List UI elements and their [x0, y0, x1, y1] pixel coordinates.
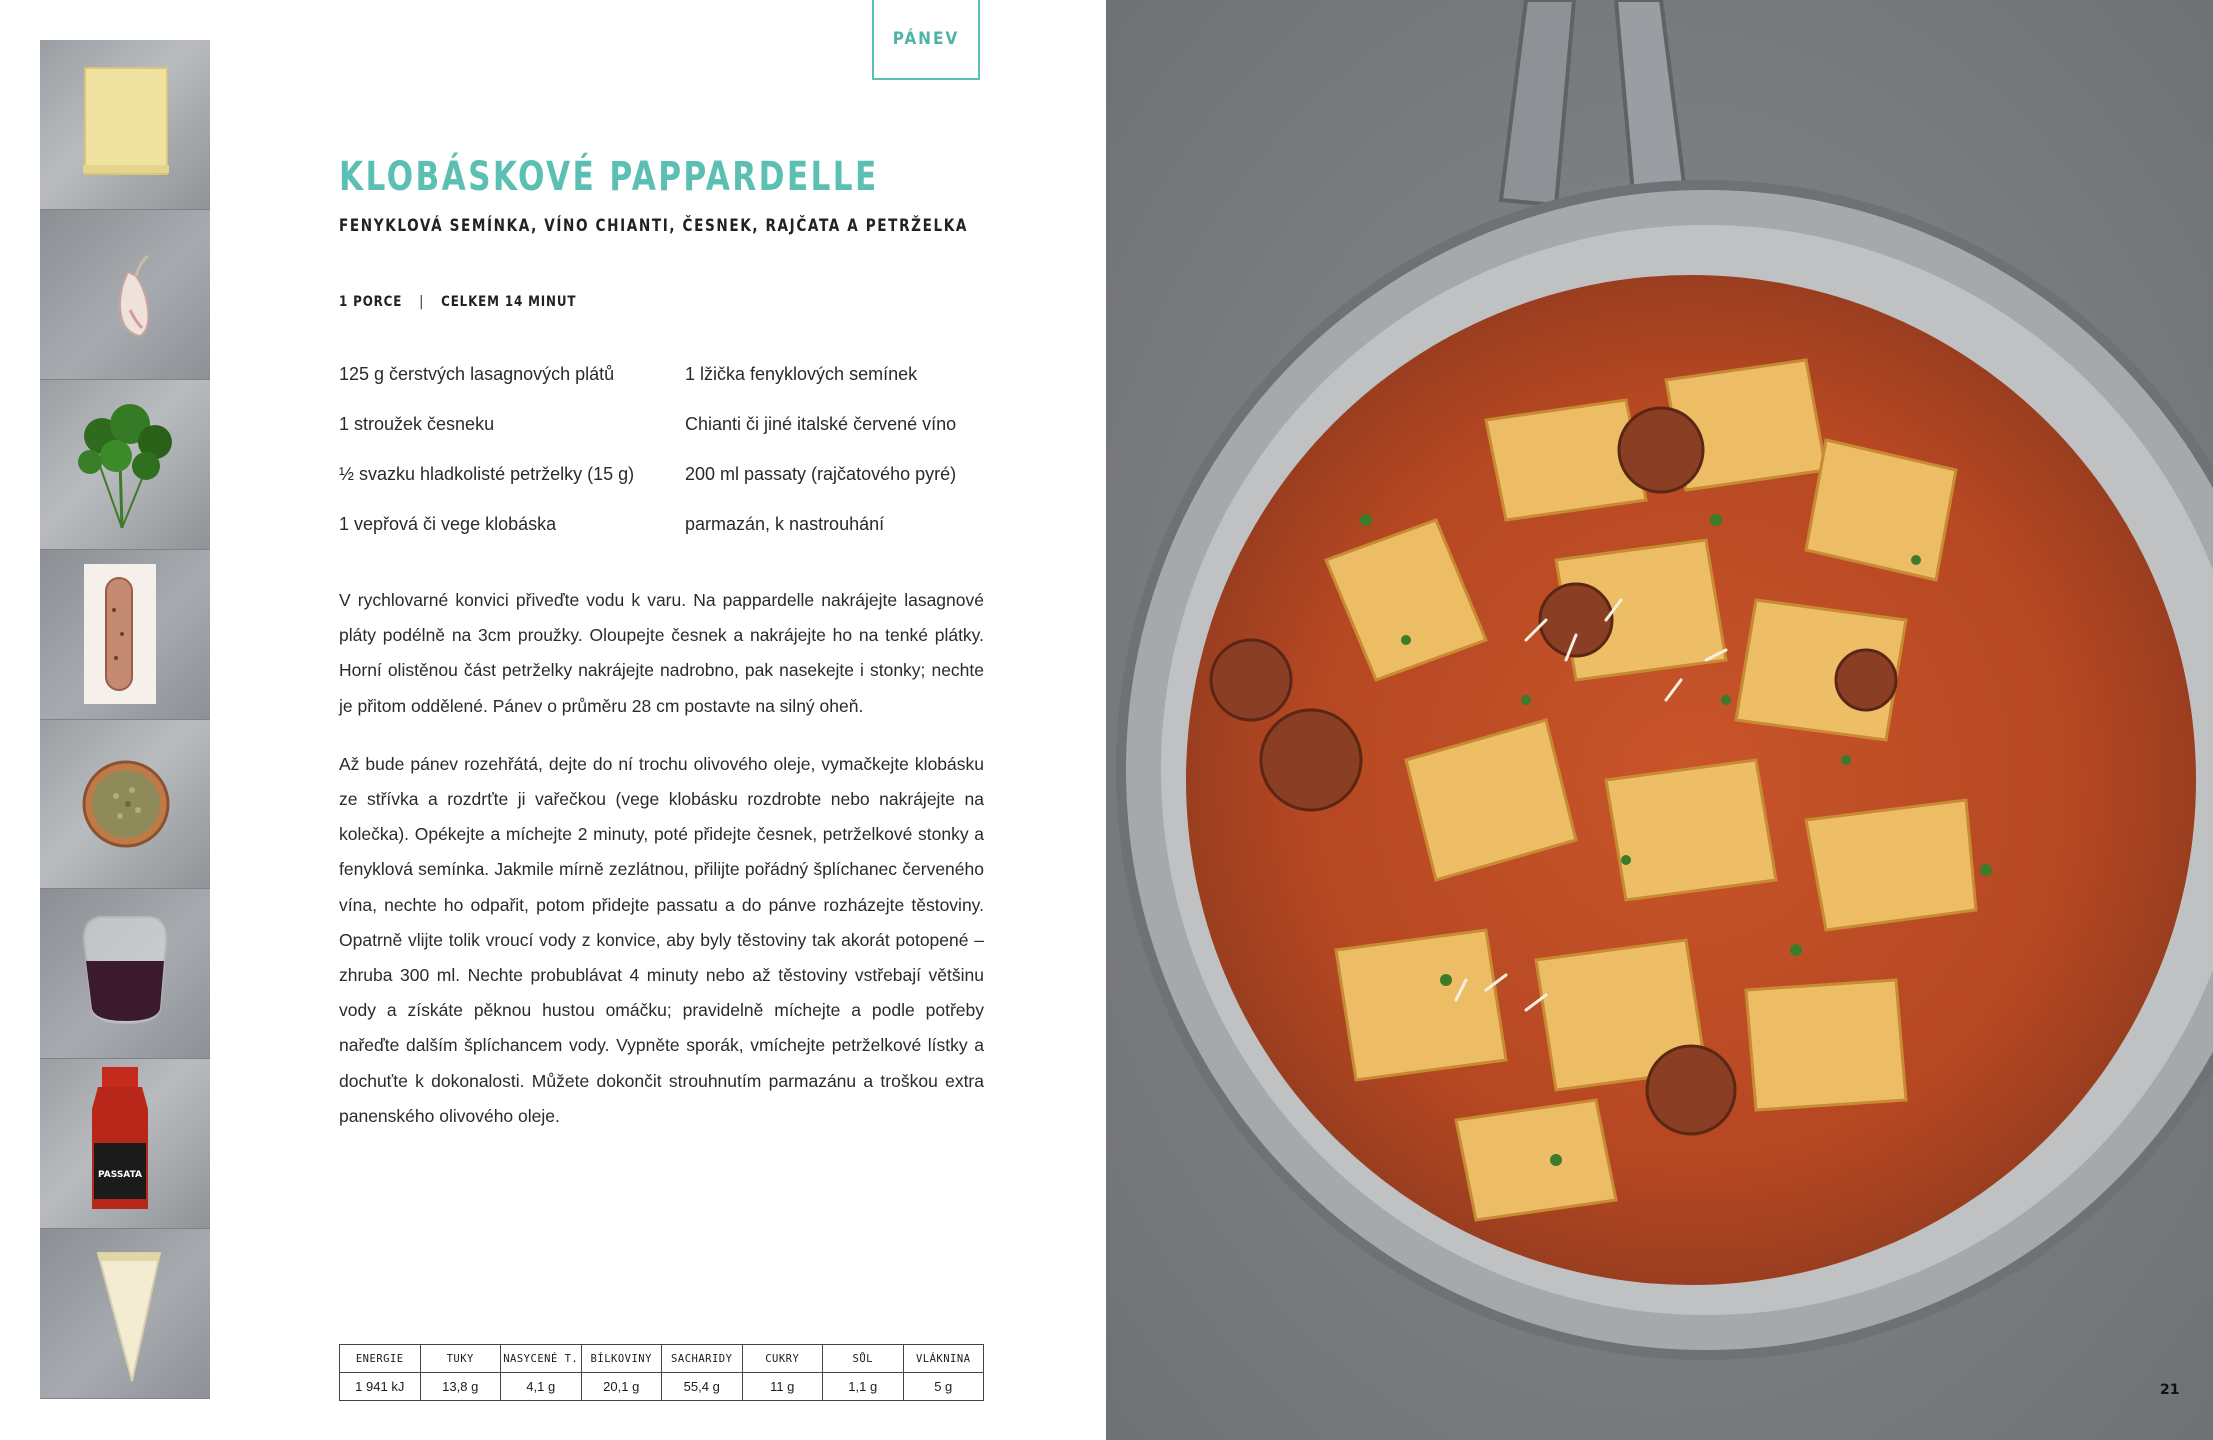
dish-photo — [1106, 0, 2213, 1440]
nutrition-value: 1 941 kJ — [340, 1373, 421, 1401]
parsley-photo — [40, 380, 210, 550]
nutrition-header: ENERGIE — [340, 1345, 421, 1373]
total-time: CELKEM 14 MINUT — [441, 294, 577, 310]
nutrition-table — [339, 1344, 984, 1401]
ingredient-item: ½ svazku hladkolisté petrželky (15 g) — [339, 464, 635, 484]
nutrition-value: 4,1 g — [501, 1373, 582, 1401]
ingredient-item: 200 ml passaty (rajčatového pyré) — [685, 464, 957, 484]
parmesan-wedge-photo — [40, 1229, 210, 1399]
nutrition-header: TUKY — [420, 1345, 501, 1373]
nutrition-value: 5 g — [903, 1373, 984, 1401]
nutrition-header-row — [340, 1345, 984, 1373]
ingredient-item: 1 stroužek česneku — [339, 414, 495, 434]
garlic-clove-photo — [40, 210, 210, 380]
ingredient-item: 125 g čerstvých lasagnových plátů — [339, 364, 615, 384]
red-wine-glass-photo — [40, 889, 210, 1059]
lasagne-sheets-photo — [40, 40, 210, 210]
section-tab: PÁNEV — [872, 0, 980, 80]
method — [339, 583, 984, 1157]
ingredient-photo-strip — [40, 40, 210, 1399]
fennel-seeds-photo — [40, 720, 210, 890]
nutrition-value-row — [340, 1373, 984, 1401]
passata-bottle-label: PASSATA — [98, 1170, 142, 1181]
nutrition-header: SACHARIDY — [662, 1345, 743, 1373]
nutrition-header: VLÁKNINA — [903, 1345, 984, 1373]
recipe-title: KLOBÁSKOVÉ PAPPARDELLE — [339, 154, 879, 200]
recipe-subtitle: FENYKLOVÁ SEMÍNKA, VÍNO CHIANTI, ČESNEK, RAJČATA A PETRŽELKA — [339, 216, 969, 236]
recipe-meta — [339, 294, 576, 310]
nutrition-value: 11 g — [742, 1373, 823, 1401]
servings: 1 PORCE — [339, 294, 403, 310]
page-number: 21 — [2160, 1382, 2180, 1398]
sausage-photo — [40, 550, 210, 720]
nutrition-header: BÍLKOVINY — [581, 1345, 662, 1373]
nutrition-header: CUKRY — [742, 1345, 823, 1373]
nutrition-value: 1,1 g — [823, 1373, 904, 1401]
nutrition-header: NASYCENÉ T. — [501, 1345, 582, 1373]
nutrition-value: 55,4 g — [662, 1373, 743, 1401]
ingredient-list — [339, 362, 989, 536]
nutrition-value: 20,1 g — [581, 1373, 662, 1401]
nutrition-header: SŮL — [823, 1345, 904, 1373]
method-paragraph: V rychlovarné konvici přiveďte vodu k varu. Na pappardelle nakrájejte lasagnové pláty podélně na 3cm proužky. Oloupejte česnek a nakrájejte ho na tenké plátky. Horní olistěnou část petrželky nakrájejte nadrobno, pak nasekejte i stonky; nechte je přitom oddělené. Pánev o průměru 28 cm postavte na silný oheň. — [339, 590, 984, 716]
ingredient-item: Chianti či jiné italské červené víno — [685, 414, 957, 434]
nutrition-value: 13,8 g — [420, 1373, 501, 1401]
ingredient-item: 1 vepřová či vege klobáska — [339, 514, 557, 534]
method-paragraph: Až bude pánev rozehřátá, dejte do ní trochu olivového oleje, vymačkejte klobásku ze střívka a rozdrťte ji vařečkou (vege klobásku rozdrobte nebo nakrájejte na kolečka). Opékejte a míchejte 2 minuty, poté přidejte česnek, petrželkové stonky a fenyklová semínka. Jakmile mírně zezlátnou, přilijte pořádný šplíchanec červeného vína, nechte ho odpařit, potom přidejte passatu a do pánve rozházejte těstoviny. Opatrně vlijte tolik vroucí vody z konvice, aby byly těstoviny tak akorát potopené – zhruba 300 ml. Nechte probublávat 4 minuty nebo až těstoviny vstřebají většinu vody a získáte pěknou hustou omáčku; pravidelně míchejte a podle potřeby nařeďte dalším šplíchancem vody. Vypněte sporák, vmíchejte petrželkové lístky a dochuťte k dokonalosti. Můžete dokončit strouhnutím parmazánu a troškou extra panenského olivového oleje. — [339, 753, 984, 1126]
ingredient-item: parmazán, k nastrouhání — [685, 514, 885, 534]
ingredient-item: 1 lžička fenyklových semínek — [685, 364, 918, 384]
passata-bottle-photo — [40, 1059, 210, 1229]
meta-separator: | — [419, 294, 425, 310]
